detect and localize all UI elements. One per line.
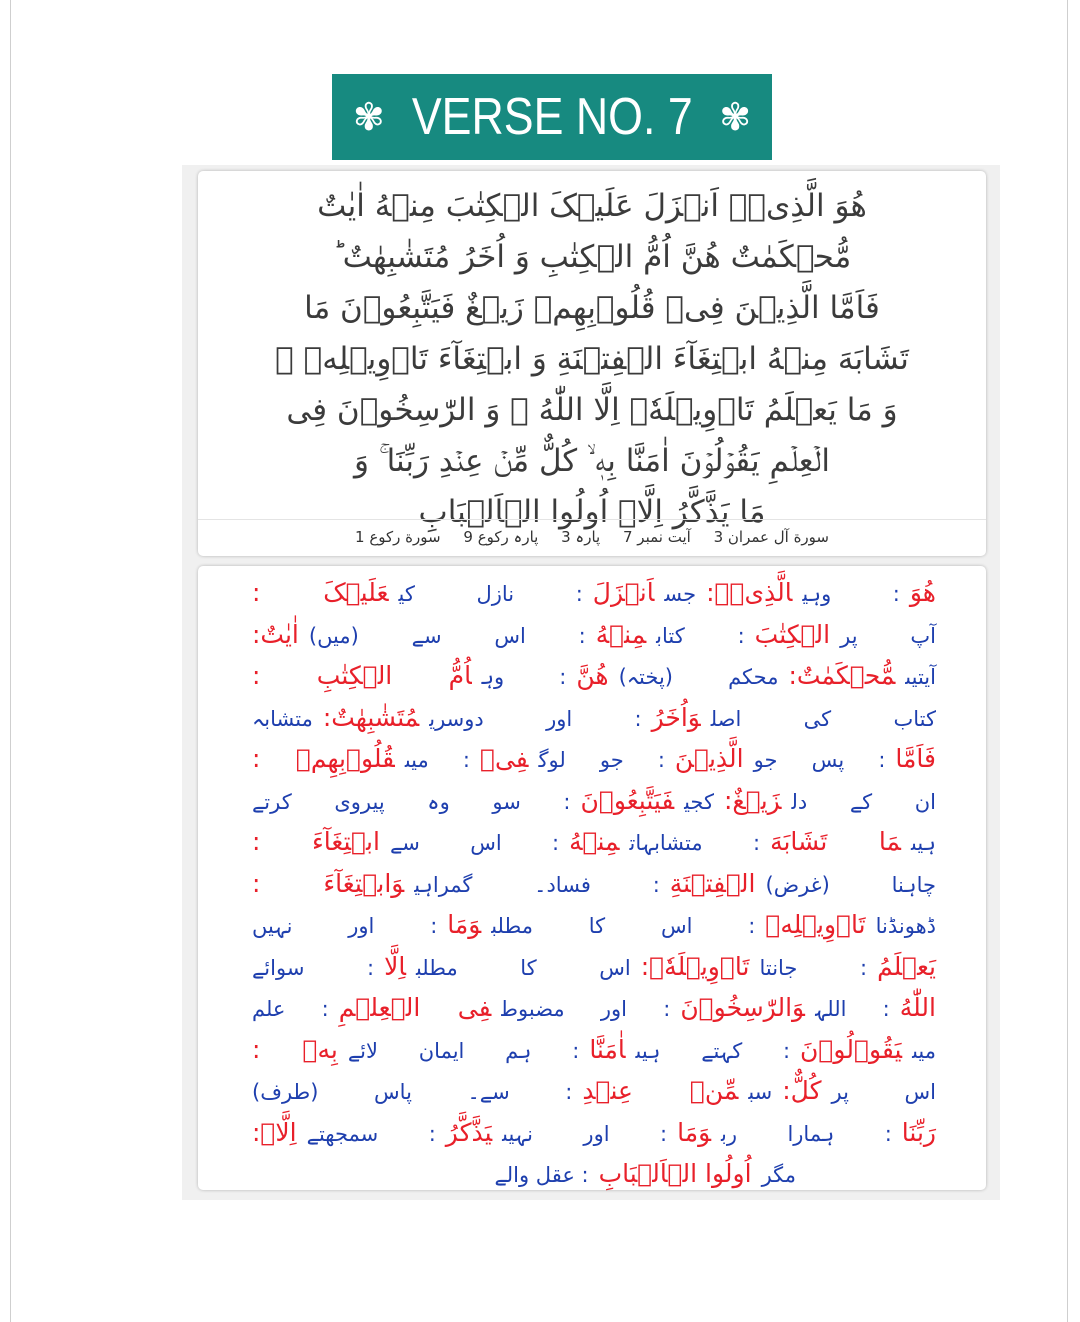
translation-line <box>242 738 936 780</box>
reference-surah-ruku: سورة رکوع 1 <box>355 528 441 546</box>
arabic-word: الَّذِیۡنَ <box>674 744 744 773</box>
verse-line: فَاَمَّا الَّذِیۡنَ فِیۡ قُلُوۡبِهِمۡ زَیۡغٌ فَیَتَّبِعُوۡنَ مَا <box>304 290 880 326</box>
urdu-meaning: جس <box>664 582 697 606</box>
urdu-meaning: ان کے دل <box>791 789 936 814</box>
arabic-word: یَذَّکَّرُ <box>445 1117 493 1147</box>
arabic-word: الَّذِیۡۤ: <box>706 578 793 607</box>
translation-line <box>242 1112 936 1154</box>
arabic-word: مَا تَشَابَهَ <box>770 827 901 856</box>
arabic-word: اِلَّا <box>384 951 406 981</box>
arabic-word: فَاَمَّا <box>895 744 936 773</box>
urdu-meaning: سب <box>748 1080 773 1104</box>
reference-ayat: آیت نمبر 7 <box>622 528 691 546</box>
arabic-word: اٰیٰتٌ: <box>252 619 299 649</box>
arabic-word: اٰمَنَّا <box>589 1034 626 1064</box>
urdu-meaning: : جو لوگ <box>538 748 665 772</box>
verse-line: الۡعِلۡمِ یَقُوۡلُوۡنَ اٰمَنَّا بِهٖ ۙ کُلٌّ مِّنۡ عِنۡدِ رَبِّنَا ۚ وَ <box>354 443 830 479</box>
arabic-word: الۡکِتٰبَ <box>754 619 831 649</box>
translation-line <box>242 1153 936 1195</box>
urdu-meaning: : پس جو <box>753 748 886 772</box>
arabic-word: مُّحۡکَمٰتٌ: <box>788 661 896 690</box>
urdu-meaning: آپ پر <box>840 623 936 648</box>
arabic-word: زَیۡغٌ: <box>723 785 782 815</box>
arabic-word: تَاۡوِیۡلِهٖ <box>765 910 866 939</box>
translation-line <box>242 655 936 697</box>
urdu-meaning: : ہمارا رب <box>721 1121 892 1146</box>
translation-line <box>242 821 936 863</box>
arabic-word: اُولُوا الۡاَلۡبَابِ <box>598 1159 752 1188</box>
urdu-meaning: : وہی <box>802 582 900 606</box>
verse-line: مُّحۡکَمٰتٌ هُنَّ اُمُّ الۡکِتٰبِ وَ اُخَرُ مُتَشٰبِهٰتٌ ؕ <box>332 239 852 275</box>
arabic-word: اللّٰهُ <box>899 993 936 1022</box>
urdu-meaning: : اللہ <box>814 997 890 1021</box>
urdu-meaning: : اور مضبوط <box>501 997 671 1021</box>
translation-line <box>242 572 936 614</box>
arabic-word: وَالرّٰسِخُوۡنَ <box>680 993 805 1022</box>
urdu-meaning: : میں <box>404 748 470 772</box>
urdu-meaning: : سوائے <box>252 955 375 980</box>
arabic-word: یَقُوۡلُوۡنَ <box>800 1034 903 1064</box>
translation-line <box>242 1029 936 1071</box>
urdu-meaning: : وہ <box>481 665 567 689</box>
flower-ornament-icon: ✾ <box>719 95 752 139</box>
arabic-word: اُمُّ الۡکِتٰبِ : <box>252 661 472 690</box>
translation-line <box>242 1070 936 1112</box>
verse-line: هُوَ الَّذِیۡۤ اَنۡزَلَ عَلَیۡکَ الۡکِتٰبَ مِنۡهُ اٰیٰتٌ <box>317 188 867 224</box>
arabic-word: وَمَا <box>447 910 482 939</box>
arabic-word: فِیۡ <box>479 744 529 773</box>
arabic-word: قُلُوۡبِهِمۡ : <box>252 744 395 773</box>
arabic-word: اِلَّاۤ: <box>252 1117 297 1147</box>
urdu-meaning: میں <box>912 1038 936 1063</box>
arabic-word: کُلٌّ: <box>782 1076 822 1105</box>
translation-line <box>242 946 936 988</box>
urdu-meaning: : عقل والے <box>494 1163 589 1187</box>
urdu-meaning: : فساد۔ گمراہی <box>414 872 660 897</box>
flower-ornament-icon: ✾ <box>352 95 385 139</box>
urdu-meaning: کجی <box>684 789 714 814</box>
verse-arabic-text <box>218 181 966 538</box>
urdu-meaning: : اس کا مطلب <box>491 914 756 938</box>
translation-lines <box>242 572 936 1195</box>
verse-title-banner <box>332 74 772 160</box>
verse-line: مَا یَذَّکَّرُ اِلَّاۤ اُولُوا الۡاَلۡبَابِ <box>418 494 766 530</box>
urdu-meaning: : کتاب <box>656 623 745 648</box>
arabic-word: مِنۡهُ <box>595 619 647 649</box>
urdu-meaning: ہیں <box>911 831 936 855</box>
urdu-meaning: : کہتے ہیں <box>635 1038 791 1063</box>
arabic-word: هُنَّ <box>576 661 609 690</box>
arabic-word: فَیَتَّبِعُوۡنَ <box>580 785 675 815</box>
arabic-word: یَعۡلَمُ <box>877 951 936 981</box>
urdu-meaning: مگر <box>761 1163 796 1187</box>
arabic-word: رَبِّنَا <box>901 1117 936 1147</box>
verse-card <box>198 171 986 556</box>
urdu-meaning: چاہنا (غرض) <box>765 872 936 897</box>
urdu-meaning: اس پر <box>831 1080 937 1104</box>
urdu-meaning: : اس سے <box>389 831 560 855</box>
arabic-word: اَنۡزَلَ <box>592 578 655 607</box>
urdu-meaning: : سو وہ پیروی کرتے <box>252 789 571 814</box>
urdu-meaning: : سمجھتے <box>306 1121 436 1146</box>
arabic-word: وَمَا <box>677 1117 712 1147</box>
arabic-word: وَاُخَرُ <box>651 702 701 732</box>
arabic-word: ابۡتِغَآءَ : <box>252 827 380 856</box>
arabic-word: مِّنۡ عِنۡدِ <box>582 1076 739 1105</box>
translation-line <box>242 780 936 822</box>
translation-line <box>242 987 936 1029</box>
urdu-meaning: اس کا مطلب <box>415 955 631 980</box>
urdu-meaning: : سے۔ پاس (طرف) <box>252 1080 573 1104</box>
reference-para-ruku: پارہ رکوع 9 <box>463 528 539 546</box>
urdu-meaning: ڈھونڈنا <box>875 914 936 938</box>
translation-line <box>242 697 936 739</box>
urdu-meaning: : جانتا <box>759 955 868 980</box>
urdu-meaning: آیتیں <box>905 665 936 689</box>
verse-reference <box>198 519 986 554</box>
arabic-word: تَاۡوِیۡلَهٗۤ: <box>640 951 750 981</box>
arabic-word: مُتَشٰبِهٰتٌ: <box>322 702 420 732</box>
urdu-meaning: : نازل کی <box>398 582 583 606</box>
urdu-meaning: محکم (پختہ) <box>618 665 779 689</box>
urdu-meaning: : اس سے (میں) <box>308 623 586 648</box>
word-by-word-translation-card <box>198 566 986 1190</box>
arabic-word: هُوَ <box>909 578 936 607</box>
verse-line: تَشَابَهَ مِنۡهُ ابۡتِغَآءَ الۡفِتۡنَةِ وَ ابۡتِغَآءَ تَاۡوِیۡلِهٖ ۚ <box>275 341 909 377</box>
arabic-word: فِی الۡعِلۡمِ <box>338 993 492 1022</box>
translation-line <box>242 863 936 905</box>
arabic-word: عَلَیۡکَ : <box>252 578 389 607</box>
reference-surah: سورة آل عمران 3 <box>713 528 829 546</box>
translation-line <box>242 904 936 946</box>
verse-line: وَ مَا یَعۡلَمُ تَاۡوِیۡلَهٗۤ اِلَّا اللّٰهُ ۘ وَ الرّٰسِخُوۡنَ فِی <box>286 392 898 428</box>
urdu-meaning: کتاب کی اصل <box>710 706 936 731</box>
urdu-meaning: : علم <box>252 997 329 1021</box>
arabic-word: مِنۡهُ <box>569 827 620 856</box>
arabic-word: وَابۡتِغَآءَ : <box>252 868 405 898</box>
urdu-meaning: : متشابہات <box>629 831 761 855</box>
urdu-meaning: : اور نہیں <box>252 914 438 938</box>
urdu-meaning: : اور دوسری <box>429 706 642 731</box>
translation-line <box>242 614 936 656</box>
urdu-meaning: : ہم ایمان لائے <box>347 1038 580 1063</box>
verse-title: VERSE NO. 7 <box>411 88 693 146</box>
arabic-word: بِهٖ : <box>252 1034 338 1064</box>
urdu-meaning: متشابہ <box>252 706 313 731</box>
arabic-word: الۡفِتۡنَةِ <box>669 868 756 898</box>
urdu-meaning: : اور نہیں <box>502 1121 668 1146</box>
reference-para: پارہ 3 <box>561 528 601 546</box>
